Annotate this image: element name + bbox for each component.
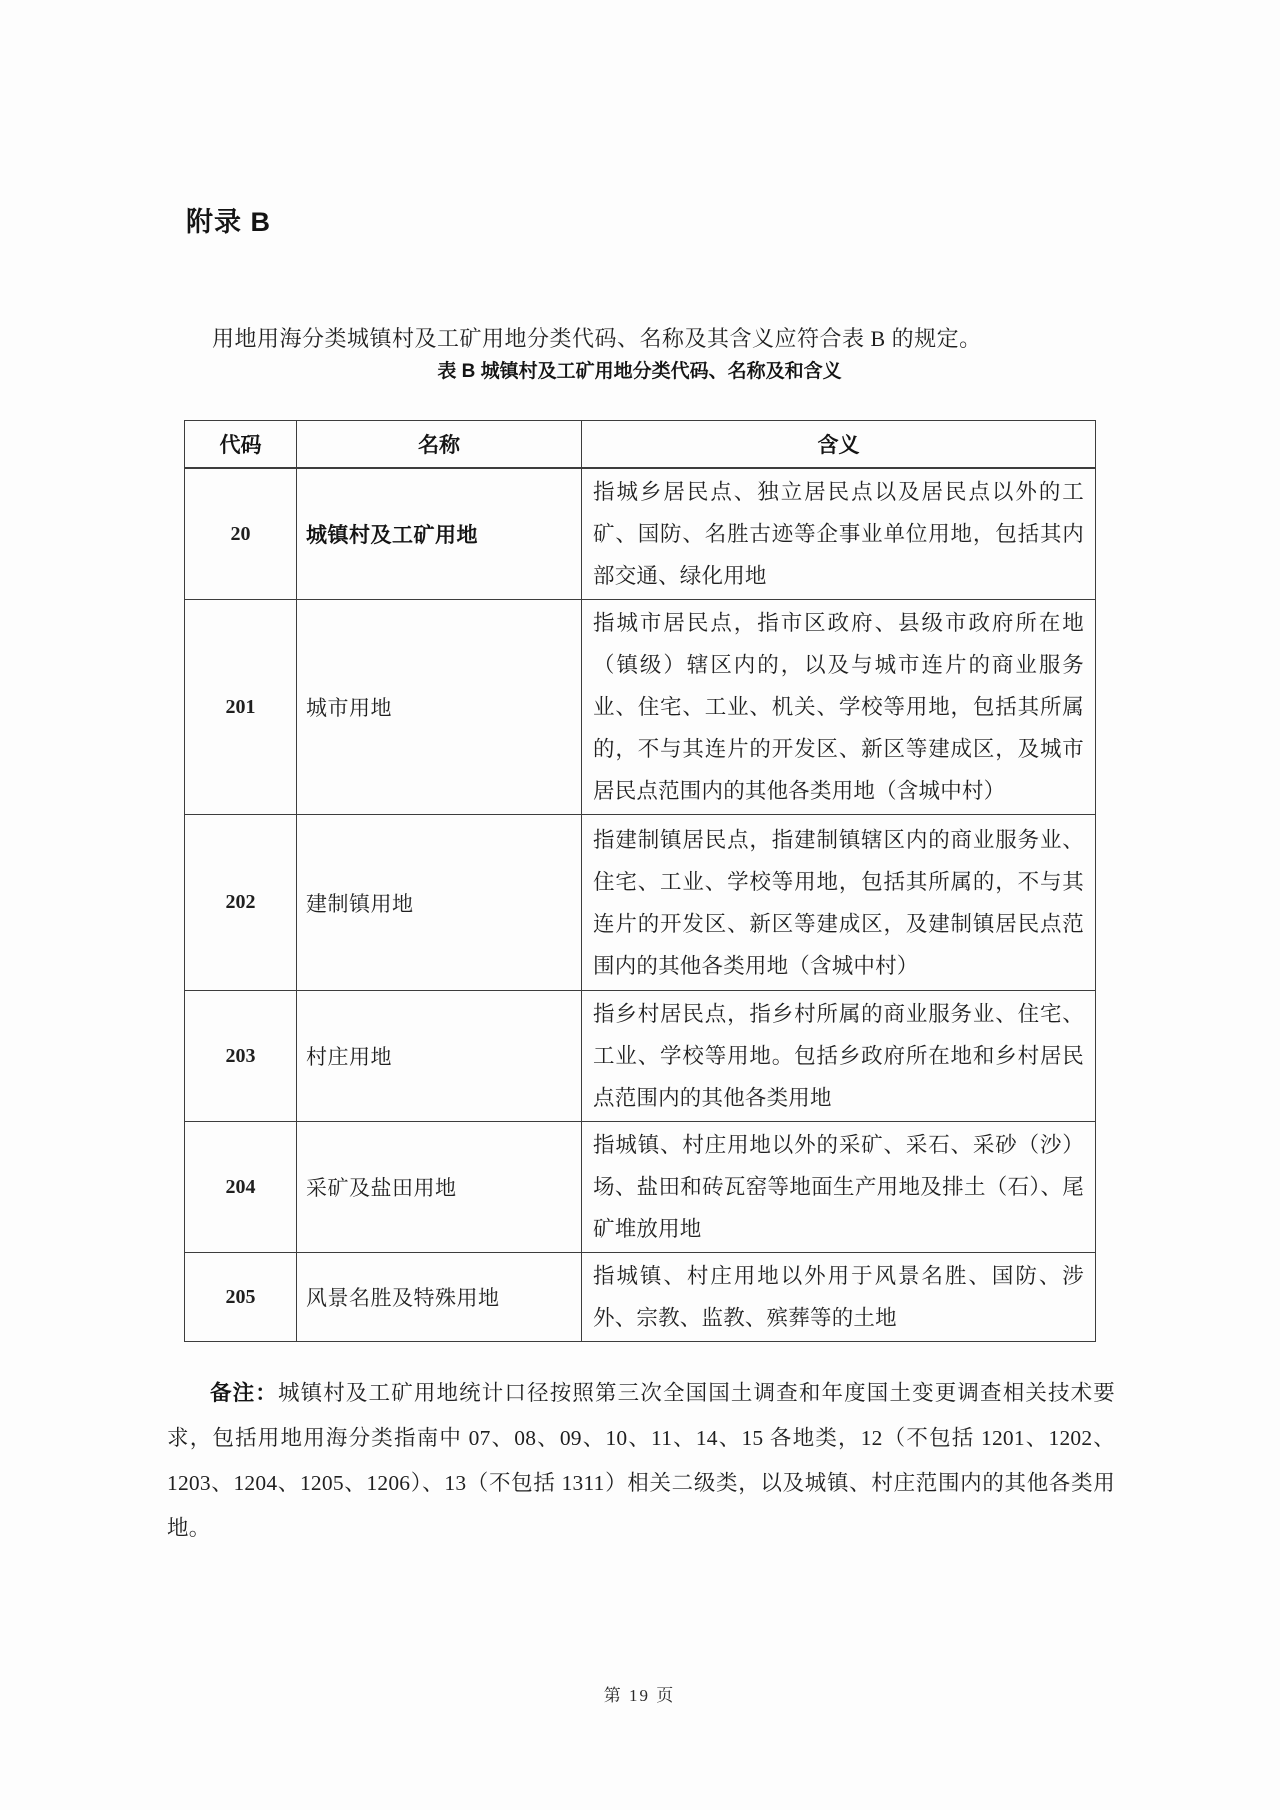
classification-table: [184, 420, 1096, 1342]
cell-name: 建制镇用地: [297, 815, 582, 991]
cell-meaning: 指建制镇居民点，指建制镇辖区内的商业服务业、住宅、工业、学校等用地，包括其所属的，不与其连片的开发区、新区等建成区，及建制镇居民点范围内的其他各类用地（含城中村）: [582, 815, 1096, 991]
cell-code: 203: [185, 991, 297, 1122]
cell-meaning: 指城市居民点，指市区政府、县级市政府所在地（镇级）辖区内的，以及与城市连片的商业服务业、住宅、工业、机关、学校等用地，包括其所属的，不与其连片的开发区、新区等建成区，及城市居民点范围内的其他各类用地（含城中村）: [582, 600, 1096, 815]
appendix-title: 附录 B: [186, 207, 271, 237]
table-row: [185, 468, 1096, 600]
cell-name: 城镇村及工矿用地: [297, 468, 582, 600]
cell-meaning: 指城镇、村庄用地以外用于风景名胜、国防、涉外、宗教、监教、殡葬等的土地: [582, 1253, 1096, 1342]
cell-meaning: 指乡村居民点，指乡村所属的商业服务业、住宅、工业、学校等用地。包括乡政府所在地和乡村居民点范围内的其他各类用地: [582, 991, 1096, 1122]
column-header-meaning: 含义: [582, 421, 1096, 469]
column-header-code: 代码: [185, 421, 297, 469]
table-row: [185, 991, 1096, 1122]
cell-code: 201: [185, 600, 297, 815]
table-row: [185, 600, 1096, 815]
cell-code: 204: [185, 1122, 297, 1253]
cell-name: 城市用地: [297, 600, 582, 815]
cell-name: 村庄用地: [297, 991, 582, 1122]
table-caption: 表 B 城镇村及工矿用地分类代码、名称及和含义: [437, 361, 842, 382]
cell-meaning: 指城乡居民点、独立居民点以及居民点以外的工矿、国防、名胜古迹等企事业单位用地，包括其内部交通、绿化用地: [582, 468, 1096, 600]
table-header-row: [185, 421, 1096, 469]
cell-meaning: 指城镇、村庄用地以外的采矿、采石、采砂（沙）场、盐田和砖瓦窑等地面生产用地及排土（石）、尾矿堆放用地: [582, 1122, 1096, 1253]
table-row: [185, 1122, 1096, 1253]
footnote-paragraph: [167, 1371, 1115, 1551]
cell-name: 风景名胜及特殊用地: [297, 1253, 582, 1342]
table-row: [185, 1253, 1096, 1342]
table-row: [185, 815, 1096, 991]
page-number: 第 19 页: [603, 1686, 676, 1705]
cell-name: 采矿及盐田用地: [297, 1122, 582, 1253]
cell-code: 202: [185, 815, 297, 991]
intro-paragraph: 用地用海分类城镇村及工矿用地分类代码、名称及其含义应符合表 B 的规定。: [212, 326, 982, 351]
footnote-text: 城镇村及工矿用地统计口径按照第三次全国国土调查和年度国土变更调查相关技术要求，包括用地用海分类指南中 07、08、09、10、11、14、15 各地类，12（不包括 1201、1202、1203、1204、1205、1206）、13（不包括 1311）相关二级类，以及城镇、村庄范围内的其他各类用地。: [167, 1380, 1115, 1540]
footnote-label: 备注：: [210, 1380, 278, 1405]
cell-code: 20: [185, 468, 297, 600]
cell-code: 205: [185, 1253, 297, 1342]
column-header-name: 名称: [297, 421, 582, 469]
